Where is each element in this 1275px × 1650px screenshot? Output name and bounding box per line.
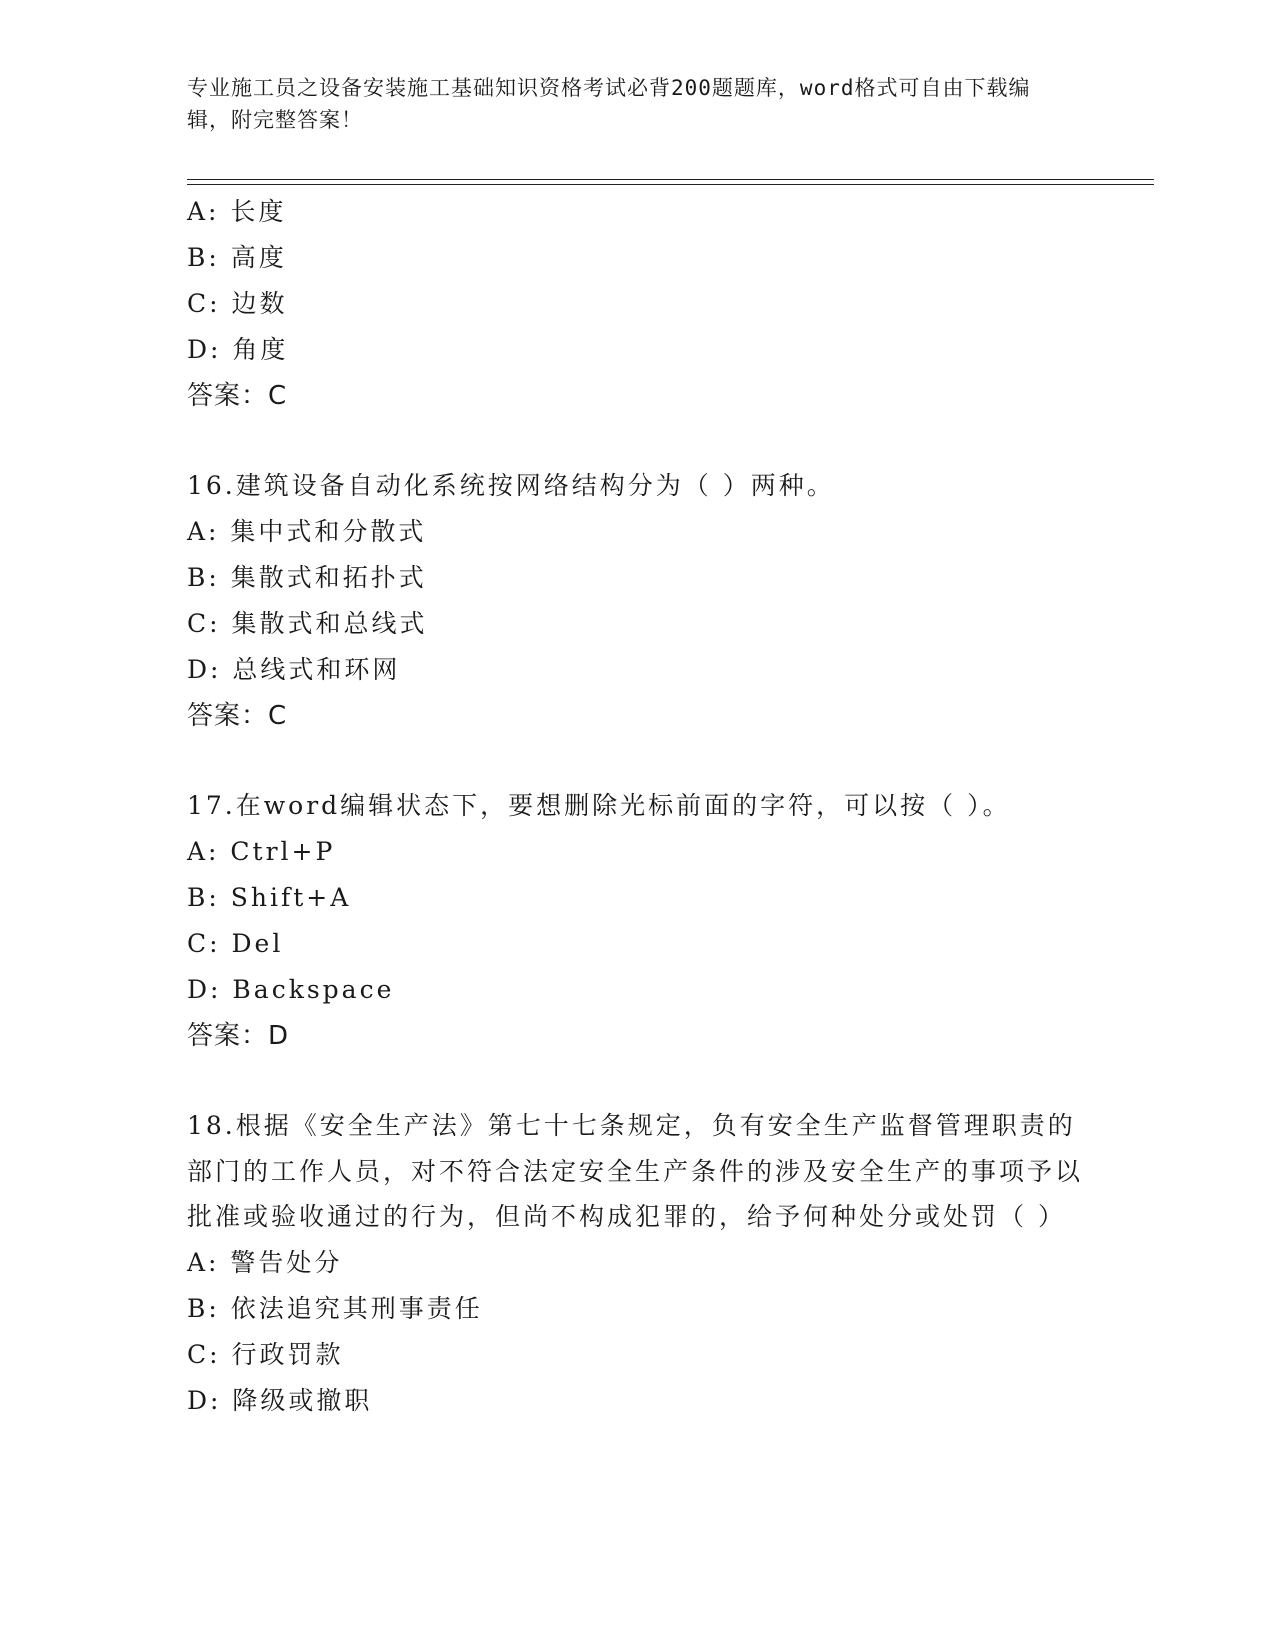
document-header — [187, 72, 1067, 136]
option-a: A: 集中式和分散式 — [187, 517, 427, 546]
header-title: 专业施工员之设备安装施工基础知识资格考试必背200题题库，word格式可自由下载编辑，附完整答案！ — [187, 76, 1031, 132]
question-18 — [187, 1103, 1087, 1424]
question-text: 17.在word编辑状态下，要想删除光标前面的字符，可以按（ ）。 — [187, 791, 1011, 820]
option-d: D: 总线式和环网 — [187, 655, 401, 684]
option-c: C: 行政罚款 — [187, 1339, 344, 1369]
option-d: D: Backspace — [187, 975, 395, 1004]
option-a: A: 长度 — [187, 197, 287, 226]
question-text: 18.根据《安全生产法》第七十七条规定，负有安全生产监督管理职责的部门的工作人员，对不符合法定安全生产条件的涉及安全生产的事项予以批准或验收通过的行为，但尚不构成犯罪的，给予何种处分或处罚（ ） — [187, 1111, 1084, 1231]
question-16 — [187, 463, 1087, 739]
spacer — [187, 739, 1087, 783]
spacer — [187, 1059, 1087, 1103]
header-divider-top — [187, 179, 1154, 180]
option-b: B: 高度 — [187, 243, 287, 272]
option-c: C: 边数 — [187, 289, 288, 318]
option-b: B: 集散式和拓扑式 — [187, 563, 427, 592]
option-c: C: Del — [187, 929, 284, 958]
answer: 答案：C — [187, 381, 288, 411]
question-17 — [187, 783, 1087, 1059]
option-d: D: 降级或撤职 — [187, 1385, 373, 1415]
option-d: D: 角度 — [187, 335, 289, 364]
spacer — [187, 419, 1087, 463]
question-list — [187, 189, 1087, 1424]
option-b: B: Shift+A — [187, 883, 352, 912]
option-a: A: Ctrl+P — [187, 837, 336, 866]
answer: 答案：C — [187, 701, 288, 731]
option-c: C: 集散式和总线式 — [187, 609, 428, 638]
question-text: 16.建筑设备自动化系统按网络结构分为（ ）两种。 — [187, 471, 835, 500]
answer: 答案：D — [187, 1021, 290, 1051]
option-a: A: 警告处分 — [187, 1247, 343, 1277]
header-divider-bottom — [187, 184, 1154, 185]
question-15 — [187, 189, 1087, 419]
option-b: B: 依法追究其刑事责任 — [187, 1293, 483, 1323]
